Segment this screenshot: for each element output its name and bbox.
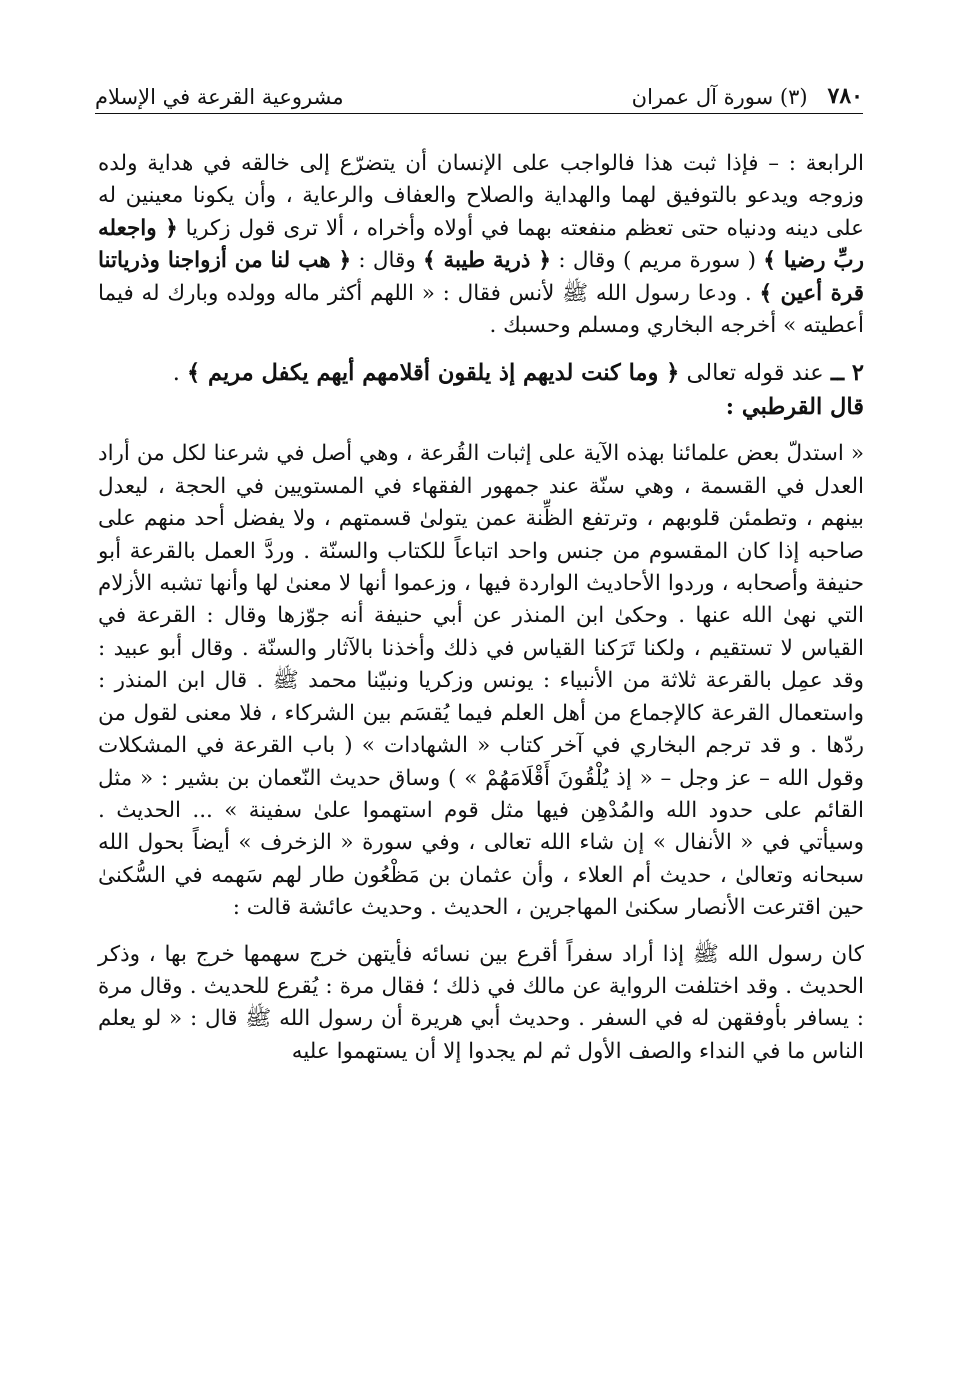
- text-segment: الرابعة : – فإذا ثبت هذا فالواجب على الإنسان أن يتضرّع إلى خالقه في هداية ولده وزوجه ويدعو بالتوفيق لهما والهداية والصلاح والعفاف والرعاية ، وأن يكونا معينين له على دينه ودنياه حتى تعظم منفعته بهما في أولاه وأخراه ، ألا ترى قول زكريا: [98, 151, 864, 241]
- text-segment: وقال :: [351, 248, 423, 274]
- paragraph-second-verse: [98, 356, 864, 424]
- page-number: ٧٨٠: [827, 83, 863, 109]
- quran-quote: ﴿ ذرية طيبة ﴾: [422, 248, 552, 274]
- header-right: [632, 83, 863, 109]
- surah-title: (٣) سورة آل عمران: [631, 85, 808, 109]
- text-segment: عند قوله تعالى: [679, 360, 831, 387]
- quran-quote: ﴿ وما كنت لديهم إذ يلقون أقلامهم أيهم يكفل مريم ﴾: [187, 360, 680, 387]
- text-segment: .: [172, 360, 187, 387]
- chapter-topic: مشروعية القرعة في الإسلام: [95, 85, 344, 109]
- text-segment: . ودعا رسول الله ﷺ لأنس فقال : « اللهم أكثر ماله وولده وبارك له فيما أعطيته » أخرجه البخاري ومسلم وحسبك .: [98, 280, 864, 339]
- page-header: [95, 78, 863, 114]
- text-segment: ( سورة مريم ) وقال :: [551, 248, 764, 274]
- quran-quote: ﴿ واجعله ربِّ رضيا ﴾: [98, 215, 864, 274]
- page-body: [98, 148, 864, 1068]
- section-number: ٢ ــ: [830, 360, 864, 387]
- paragraph-fourth-point: [98, 148, 864, 342]
- qurtubi-heading: قال القرطبي :: [725, 394, 864, 421]
- paragraph-qurtubi-quote: « استدلّ بعض علمائنا بهذه الآية على إثبات القُرعة ، وهي أصل في شرعنا لكل من أراد العدل في القسمة ، وهي سنّة عند جمهور الفقهاء في المستويين في الحجة ، ليعدل بينهم ، وتطمئن قلوبهم ، وترتفع الظِّنة عمن يتولىٰ قسمتهم ، ولا يفضل أحد منهم على صاحبه إذا كان المقسوم من جنس واحد اتباعاً للكتاب والسنّة . وردَّ العمل بالقرعة أبو حنيفة وأصحابه ، وردوا الأحاديث الواردة فيها ، وزعموا أنها لا معنىٰ لها وأنها تشبه الأزلام التي نهىٰ الله عنها . وحكىٰ ابن المنذر عن أبي حنيفة أنه جوّزها وقال : القرعة في القياس لا تستقيم ، ولكنا تَرَكنا القياس في ذلك وأخذنا بالآثار والسنّة . وقال أبو عبيد : وقد عمِل بالقرعة ثلاثة من الأنبياء : يونس وزكريا ونبيّنا محمد ﷺ . قال ابن المنذر : واستعمال القرعة كالإجماع من أهل العلم فيما يُقسَم بين الشركاء ، فلا معنى لقول من ردّها . و قد ترجم البخاري في آخر كتاب « الشهادات » ( باب القرعة في المشكلات وقول الله – عز وجل – « إذ يُلْقُونَ أَقْلَامَهُمْ » ) وساق حديث النّعمان بن بشير : « مثل القائم على حدود الله والمُدْهِن فيها مثل قوم استهموا علىٰ سفينة » ... الحديث . وسيأتي في « الأنفال » إن شاء الله تعالى ، وفي سورة « الزخرف » أيضاً بحول الله سبحانه وتعالىٰ ، حديث أم العلاء ، وأن عثمان بن مَظْعُون طار لهم سَهمه في السُّكنىٰ حين اقترعت الأنصار سكنىٰ المهاجرين ، الحديث . وحديث عائشة قالت :: [98, 441, 864, 921]
- quran-quote: ﴿ هب لنا من أزواجنا وذرياتنا قرة أعين ﴾: [98, 248, 864, 306]
- paragraph-aisha-hadith: كان رسول الله ﷺ إذا أراد سفراً أقرع بين نسائه فأيتهن خرج سهمها خرج بها ، وذكر الحديث . وقد اختلفت الرواية عن مالك في ذلك ؛ فقال مرة : يُقرع للحديث . وقال مرة : يسافر بأوفقهن له في السفر . وحديث أبي هريرة أن رسول الله ﷺ قال : « لو يعلم الناس ما في النداء والصف الأول ثم لم يجدوا إلا أن يستهموا عليه: [98, 941, 864, 1064]
